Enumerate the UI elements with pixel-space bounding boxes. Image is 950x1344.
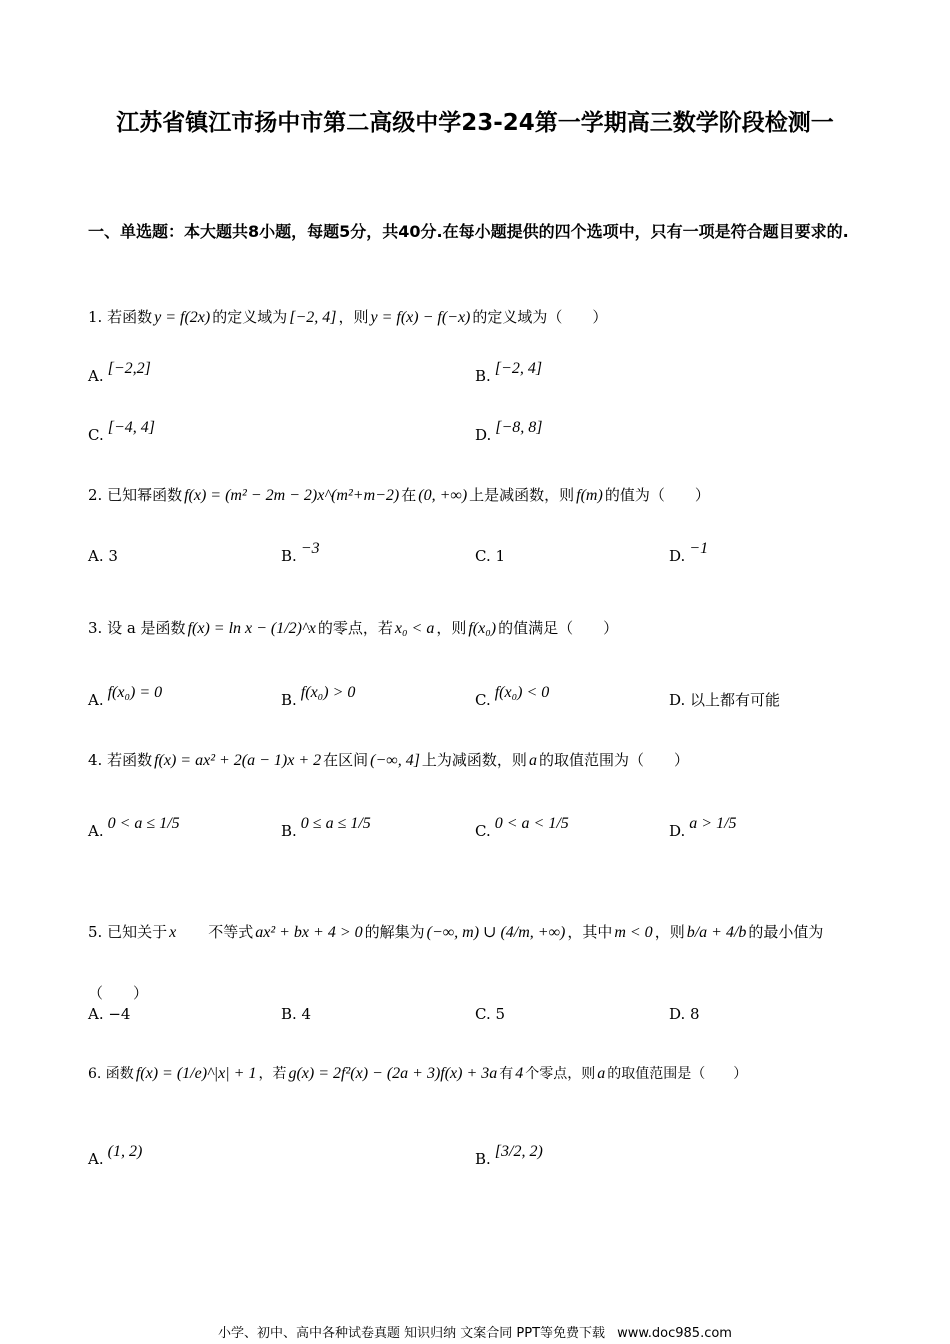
q6-text: 个零点，则 [525,1066,596,1082]
page-title: 江苏省镇江市扬中市第二高级中学23-24第一学期高三数学阶段检测一 [116,110,834,136]
q5-formula: ax² + bx + 4 > 0 [255,924,363,941]
q4-text: 4. 若函数 [88,751,153,769]
q3-text: 3. 设 a 是函数 [88,619,186,637]
q5-option-b: B. 4 [281,1005,312,1023]
q1-text: 的定义域为 [212,308,288,326]
question-1 [88,302,870,333]
q4-option-a: A. 0 < a ≤ 1/5 [88,815,180,840]
q2-option-b: B. −3 [281,540,320,565]
q5-text: 不等式 [178,923,254,941]
q4-text: 的取值范围为（ ） [538,751,689,769]
q5-text: ，其中 [567,923,613,941]
q5-option-c: C. 5 [475,1005,506,1023]
q5-option-d: D. 8 [669,1005,700,1023]
q3-option-b: B. f(x₀) > 0 [281,684,356,709]
q4-option-c: C. 0 < a < 1/5 [475,815,569,840]
q2-text: 的值为（ ） [604,486,710,504]
section-heading: 一、单选题：本大题共8小题，每题5分，共40分.在每小题提供的四个选项中，只有一项是符合题目要求的. [88,222,849,241]
q2-text: 2. 已知幂函数 [88,486,183,504]
q4-formula: a [528,752,537,769]
q6-formula: a [597,1065,606,1082]
q2-option-c: C. 1 [475,547,506,565]
q2-formula: (0, +∞) [418,487,468,504]
q5-formula: m < 0 [614,924,653,941]
q2-text: 在 [401,486,417,504]
q2-option-d: D. −1 [669,540,709,565]
q2-formula: f(m) [576,487,603,504]
q4-text: 在区间 [323,751,369,769]
question-3 [88,613,870,644]
q1-text: 1. 若函数 [88,308,153,326]
q1-option-c: C. [−4, 4] [88,419,155,444]
question-4 [88,745,870,776]
question-6 [88,1059,870,1089]
q2-option-a: A. 3 [88,547,118,565]
q3-option-d: D. 以上都有可能 [669,691,781,709]
q3-formula: f(x₀) [468,620,497,637]
page-footer [0,1322,950,1341]
q6-text: 有 [499,1066,514,1082]
q4-formula: f(x) = ax² + 2(a − 1)x + 2 [154,752,322,769]
q6-text: ，若 [258,1066,287,1082]
q2-text: 上是减函数，则 [469,486,575,504]
q4-formula: (−∞, 4] [370,752,420,769]
q5-text: 的解集为 [364,923,425,941]
q3-formula: f(x) = ln x − (1/2)^x [187,620,316,637]
q6-formula: g(x) = 2f²(x) − (2a + 3)f(x) + 3a [288,1065,498,1082]
q6-option-b: B. [3/2, 2) [475,1143,543,1168]
q3-text: ，则 [436,619,467,637]
q1-option-d: D. [−8, 8] [475,419,543,444]
q6-text: 6. 函数 [88,1066,134,1082]
q5-formula: b/a + 4/b [686,924,747,941]
q5-text: 的最小值为（ ） [88,923,824,1002]
footer-text: 小学、初中、高中各种试卷真题 知识归纳 文案合同 PPT等免费下载 [218,1326,606,1341]
q5-formula: x [169,924,177,941]
q5-option-a: A. −4 [88,1005,131,1023]
q3-text: 的值满足（ ） [498,619,619,637]
question-2 [88,480,870,511]
q4-option-d: D. a > 1/5 [669,815,737,840]
q1-text: 的定义域为（ ） [472,308,608,326]
q3-formula: x₀ < a [394,620,435,637]
q3-text: 的零点，若 [317,619,393,637]
q3-option-c: C. f(x₀) < 0 [475,684,550,709]
q3-option-a: A. f(x₀) = 0 [88,684,163,709]
q6-text: 的取值范围是（ ） [607,1066,748,1082]
q5-text: ，则 [654,923,685,941]
footer-url[interactable]: www.doc985.com [617,1326,732,1341]
q1-option-b: B. [−2, 4] [475,360,543,385]
q6-option-a: A. (1, 2) [88,1143,143,1168]
q4-text: 上为减函数，则 [421,751,527,769]
q6-formula: 4 [515,1065,524,1082]
q1-formula: y = f(x) − f(−x) [370,309,471,326]
q5-formula: (−∞, m) ∪ (4/m, +∞) [426,924,566,941]
q2-formula: f(x) = (m² − 2m − 2)x^(m²+m−2) [184,487,400,504]
q5-text: 5. 已知关于 [88,923,168,941]
q6-formula: f(x) = (1/e)^|x| + 1 [135,1065,257,1082]
q1-option-a: A. [−2,2] [88,360,151,385]
q4-option-b: B. 0 ≤ a ≤ 1/5 [281,815,371,840]
q1-formula: [−2, 4] [289,309,337,326]
q1-formula: y = f(2x) [154,309,211,326]
q1-text: ，则 [338,308,369,326]
